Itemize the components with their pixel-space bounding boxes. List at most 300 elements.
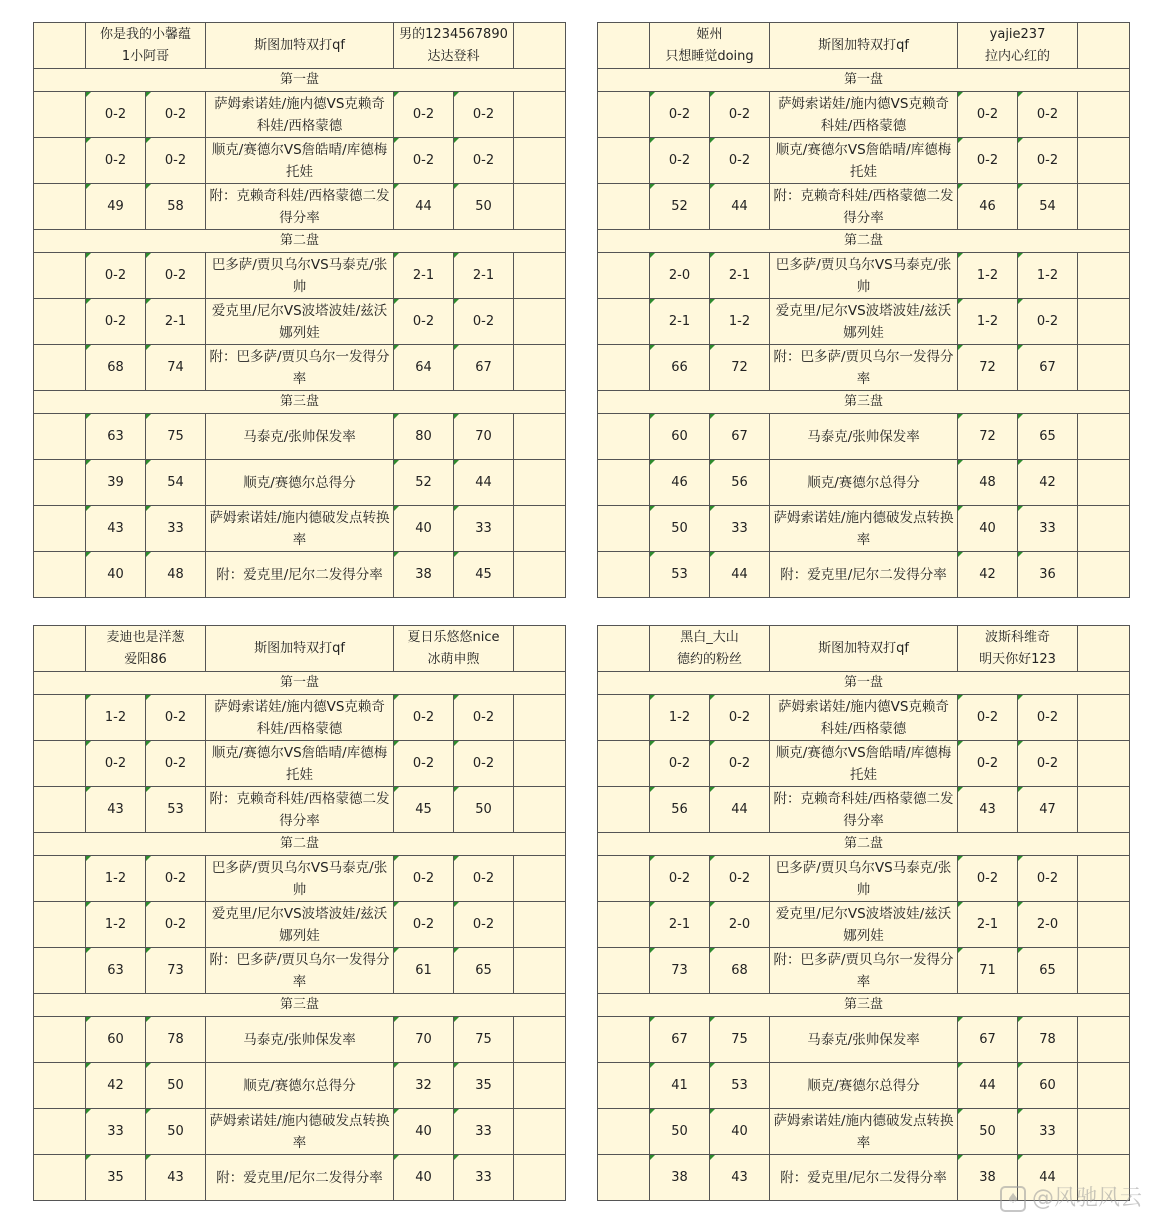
- prediction-left-1: 2-0: [650, 253, 710, 299]
- empty-cell: [34, 856, 86, 902]
- empty-cell: [34, 948, 86, 994]
- prediction-right-2: 1-2: [1018, 253, 1078, 299]
- prediction-right-1: 0-2: [394, 299, 454, 345]
- prediction-right-1: 1-2: [958, 299, 1018, 345]
- table-row: [34, 253, 566, 299]
- table-row: [598, 345, 1130, 391]
- set-header-row: [34, 672, 566, 695]
- prediction-right-2: 0-2: [1018, 92, 1078, 138]
- prediction-left-1: 41: [650, 1063, 710, 1109]
- empty-cell: [1078, 856, 1130, 902]
- table-row: [34, 741, 566, 787]
- prediction-left-1: 0-2: [86, 92, 146, 138]
- table-header-row: [34, 626, 566, 672]
- empty-cell: [598, 948, 650, 994]
- set-header-row: [34, 391, 566, 414]
- empty-cell: [34, 552, 86, 598]
- question-cell: 萨姆索诺娃/施内德VS克赖奇科娃/西格蒙德: [770, 695, 958, 741]
- question-cell: 附：巴多萨/贾贝乌尔一发得分率: [206, 345, 394, 391]
- prediction-left-1: 50: [650, 506, 710, 552]
- question-cell: 附：克赖奇科娃/西格蒙德二发得分率: [770, 787, 958, 833]
- prediction-right-1: 1-2: [958, 253, 1018, 299]
- prediction-left-2: 44: [710, 787, 770, 833]
- prediction-left-2: 0-2: [710, 92, 770, 138]
- prediction-right-1: 38: [958, 1155, 1018, 1201]
- prediction-left-2: 68: [710, 948, 770, 994]
- table-row: [34, 299, 566, 345]
- empty-cell: [1078, 902, 1130, 948]
- prediction-right-1: 0-2: [958, 741, 1018, 787]
- prediction-left-2: 54: [146, 460, 206, 506]
- prediction-right-2: 47: [1018, 787, 1078, 833]
- table-row: [598, 92, 1130, 138]
- question-cell: 顺克/赛德尔总得分: [206, 460, 394, 506]
- prediction-right-2: 33: [1018, 1109, 1078, 1155]
- prediction-left-2: 53: [146, 787, 206, 833]
- prediction-left-2: 33: [146, 506, 206, 552]
- empty-cell: [1078, 552, 1130, 598]
- prediction-left-2: 0-2: [146, 138, 206, 184]
- table-row: [598, 460, 1130, 506]
- empty-cell: [34, 138, 86, 184]
- prediction-left-2: 0-2: [146, 695, 206, 741]
- set-label: 第一盘: [598, 69, 1130, 92]
- prediction-left-2: 44: [710, 184, 770, 230]
- table-row: [598, 1109, 1130, 1155]
- prediction-right-1: 45: [394, 787, 454, 833]
- prediction-right-2: 0-2: [1018, 299, 1078, 345]
- prediction-left-1: 68: [86, 345, 146, 391]
- table-row: [34, 138, 566, 184]
- prediction-right-1: 52: [394, 460, 454, 506]
- table-row: [598, 138, 1130, 184]
- player-left-names: 姬州 只想睡觉doing: [650, 23, 770, 69]
- question-cell: 马泰克/张帅保发率: [770, 1017, 958, 1063]
- prediction-right-2: 2-1: [454, 253, 514, 299]
- prediction-left-1: 53: [650, 552, 710, 598]
- prediction-right-2: 78: [1018, 1017, 1078, 1063]
- question-cell: 萨姆索诺娃/施内德破发点转换率: [770, 1109, 958, 1155]
- question-cell: 巴多萨/贾贝乌尔VS马泰克/张帅: [770, 856, 958, 902]
- table-row: [598, 1017, 1130, 1063]
- prediction-left-1: 0-2: [86, 253, 146, 299]
- match-title: 斯图加特双打qf: [770, 626, 958, 672]
- set-header-row: [34, 833, 566, 856]
- prediction-right-2: 0-2: [454, 856, 514, 902]
- question-cell: 马泰克/张帅保发率: [770, 414, 958, 460]
- prediction-right-1: 42: [958, 552, 1018, 598]
- prediction-right-2: 35: [454, 1063, 514, 1109]
- prediction-left-2: 2-0: [710, 902, 770, 948]
- empty-cell: [514, 1017, 566, 1063]
- question-cell: 附：爱克里/尼尔二发得分率: [770, 1155, 958, 1201]
- empty-cell: [514, 695, 566, 741]
- prediction-right-1: 0-2: [394, 695, 454, 741]
- question-cell: 马泰克/张帅保发率: [206, 414, 394, 460]
- empty-cell: [514, 460, 566, 506]
- prediction-right-1: 40: [394, 1109, 454, 1155]
- prediction-right-1: 40: [394, 506, 454, 552]
- prediction-left-2: 0-2: [146, 92, 206, 138]
- prediction-left-1: 40: [86, 552, 146, 598]
- question-cell: 萨姆索诺娃/施内德VS克赖奇科娃/西格蒙德: [770, 92, 958, 138]
- prediction-left-1: 38: [650, 1155, 710, 1201]
- question-cell: 爱克里/尼尔VS波塔波娃/兹沃娜列娃: [206, 299, 394, 345]
- set-label: 第二盘: [34, 833, 566, 856]
- empty-cell: [514, 253, 566, 299]
- set-header-row: [598, 230, 1130, 253]
- prediction-right-1: 40: [958, 506, 1018, 552]
- set-header-row: [598, 391, 1130, 414]
- prediction-right-2: 0-2: [1018, 695, 1078, 741]
- empty-cell: [34, 184, 86, 230]
- empty-cell: [34, 460, 86, 506]
- empty-cell: [34, 414, 86, 460]
- prediction-right-2: 33: [454, 506, 514, 552]
- empty-cell: [598, 787, 650, 833]
- player-left-names: 麦迪也是洋葱 爱阳86: [86, 626, 206, 672]
- empty-cell: [598, 253, 650, 299]
- prediction-left-1: 43: [86, 787, 146, 833]
- prediction-left-1: 63: [86, 948, 146, 994]
- prediction-right-2: 67: [1018, 345, 1078, 391]
- table-row: [598, 948, 1130, 994]
- prediction-right-1: 38: [394, 552, 454, 598]
- prediction-left-2: 33: [710, 506, 770, 552]
- empty-cell: [514, 741, 566, 787]
- table-row: [34, 552, 566, 598]
- prediction-left-1: 67: [650, 1017, 710, 1063]
- table-header-row: [598, 23, 1130, 69]
- prediction-right-2: 0-2: [454, 299, 514, 345]
- question-cell: 附：克赖奇科娃/西格蒙德二发得分率: [206, 184, 394, 230]
- empty-cell: [34, 695, 86, 741]
- set-label: 第三盘: [34, 391, 566, 414]
- prediction-left-1: 0-2: [86, 741, 146, 787]
- set-label: 第一盘: [34, 69, 566, 92]
- question-cell: 爱克里/尼尔VS波塔波娃/兹沃娜列娃: [770, 299, 958, 345]
- prediction-left-1: 0-2: [86, 299, 146, 345]
- empty-cell: [34, 1109, 86, 1155]
- prediction-left-1: 0-2: [86, 138, 146, 184]
- prediction-left-1: 1-2: [86, 856, 146, 902]
- prediction-right-2: 0-2: [454, 902, 514, 948]
- prediction-right-1: 2-1: [394, 253, 454, 299]
- prediction-left-2: 58: [146, 184, 206, 230]
- empty-cell: [598, 695, 650, 741]
- table-row: [598, 902, 1130, 948]
- question-cell: 附：巴多萨/贾贝乌尔一发得分率: [770, 345, 958, 391]
- empty-cell: [1078, 1063, 1130, 1109]
- match-title: 斯图加特双打qf: [206, 626, 394, 672]
- empty-cell: [34, 787, 86, 833]
- question-cell: 萨姆索诺娃/施内德VS克赖奇科娃/西格蒙德: [206, 92, 394, 138]
- prediction-right-2: 44: [1018, 1155, 1078, 1201]
- prediction-right-1: 67: [958, 1017, 1018, 1063]
- prediction-left-2: 50: [146, 1109, 206, 1155]
- set-label: 第三盘: [598, 391, 1130, 414]
- empty-cell: [34, 345, 86, 391]
- empty-cell: [514, 506, 566, 552]
- question-cell: 爱克里/尼尔VS波塔波娃/兹沃娜列娃: [770, 902, 958, 948]
- watermark-text: @风驰风云: [1031, 1186, 1142, 1211]
- question-cell: 萨姆索诺娃/施内德VS克赖奇科娃/西格蒙德: [206, 695, 394, 741]
- prediction-left-1: 1-2: [650, 695, 710, 741]
- empty-cell: [34, 23, 86, 69]
- prediction-left-2: 43: [146, 1155, 206, 1201]
- prediction-right-2: 45: [454, 552, 514, 598]
- prediction-right-2: 33: [454, 1109, 514, 1155]
- empty-cell: [34, 1017, 86, 1063]
- empty-cell: [514, 345, 566, 391]
- empty-cell: [598, 184, 650, 230]
- empty-cell: [598, 345, 650, 391]
- prediction-table: [33, 625, 566, 1201]
- question-cell: 萨姆索诺娃/施内德破发点转换率: [770, 506, 958, 552]
- question-cell: 巴多萨/贾贝乌尔VS马泰克/张帅: [206, 253, 394, 299]
- empty-cell: [1078, 299, 1130, 345]
- empty-cell: [598, 902, 650, 948]
- set-header-row: [598, 994, 1130, 1017]
- watermark: [1000, 1181, 1142, 1212]
- prediction-left-1: 49: [86, 184, 146, 230]
- empty-cell: [598, 856, 650, 902]
- prediction-table: [33, 22, 566, 598]
- prediction-left-2: 75: [146, 414, 206, 460]
- question-cell: 萨姆索诺娃/施内德破发点转换率: [206, 1109, 394, 1155]
- empty-cell: [598, 23, 650, 69]
- empty-cell: [1078, 92, 1130, 138]
- match-title: 斯图加特双打qf: [770, 23, 958, 69]
- question-cell: 顺克/赛德尔总得分: [770, 460, 958, 506]
- empty-cell: [1078, 506, 1130, 552]
- question-cell: 附：克赖奇科娃/西格蒙德二发得分率: [206, 787, 394, 833]
- table-row: [598, 253, 1130, 299]
- table-header-row: [34, 23, 566, 69]
- empty-cell: [598, 414, 650, 460]
- set-header-row: [34, 994, 566, 1017]
- prediction-right-1: 0-2: [394, 856, 454, 902]
- empty-cell: [598, 299, 650, 345]
- empty-cell: [34, 92, 86, 138]
- question-cell: 附：爱克里/尼尔二发得分率: [206, 1155, 394, 1201]
- prediction-right-2: 70: [454, 414, 514, 460]
- prediction-right-2: 0-2: [454, 92, 514, 138]
- empty-cell: [598, 1017, 650, 1063]
- player-right-names: yajie237 拉内心红的: [958, 23, 1078, 69]
- empty-cell: [1078, 253, 1130, 299]
- prediction-left-2: 56: [710, 460, 770, 506]
- table-row: [34, 1109, 566, 1155]
- question-cell: 顺克/赛德尔VS詹皓晴/库德梅托娃: [206, 741, 394, 787]
- prediction-right-1: 0-2: [394, 92, 454, 138]
- table-row: [34, 184, 566, 230]
- prediction-right-2: 0-2: [454, 741, 514, 787]
- empty-cell: [1078, 460, 1130, 506]
- table-row: [598, 184, 1130, 230]
- prediction-right-2: 0-2: [454, 695, 514, 741]
- empty-cell: [1078, 414, 1130, 460]
- prediction-right-2: 33: [1018, 506, 1078, 552]
- empty-cell: [598, 92, 650, 138]
- watermark-logo-icon: ♠: [1000, 1186, 1026, 1212]
- question-cell: 附：巴多萨/贾贝乌尔一发得分率: [206, 948, 394, 994]
- empty-cell: [34, 1155, 86, 1201]
- empty-cell: [514, 856, 566, 902]
- prediction-right-2: 60: [1018, 1063, 1078, 1109]
- table-row: [34, 787, 566, 833]
- question-cell: 顺克/赛德尔总得分: [206, 1063, 394, 1109]
- prediction-right-2: 65: [1018, 948, 1078, 994]
- prediction-table: [597, 625, 1130, 1201]
- table-row: [598, 856, 1130, 902]
- empty-cell: [598, 1109, 650, 1155]
- set-label: 第二盘: [598, 230, 1130, 253]
- prediction-left-1: 73: [650, 948, 710, 994]
- prediction-table: [597, 22, 1130, 598]
- table-row: [34, 856, 566, 902]
- empty-cell: [514, 948, 566, 994]
- table-row: [598, 1063, 1130, 1109]
- prediction-right-1: 0-2: [958, 92, 1018, 138]
- question-cell: 顺克/赛德尔VS詹皓晴/库德梅托娃: [206, 138, 394, 184]
- empty-cell: [34, 626, 86, 672]
- empty-cell: [34, 741, 86, 787]
- table-row: [34, 1155, 566, 1201]
- empty-cell: [598, 552, 650, 598]
- prediction-right-2: 0-2: [1018, 741, 1078, 787]
- empty-cell: [598, 506, 650, 552]
- prediction-left-1: 60: [86, 1017, 146, 1063]
- empty-cell: [598, 1063, 650, 1109]
- prediction-left-1: 63: [86, 414, 146, 460]
- set-header-row: [34, 69, 566, 92]
- question-cell: 巴多萨/贾贝乌尔VS马泰克/张帅: [770, 253, 958, 299]
- prediction-right-2: 36: [1018, 552, 1078, 598]
- prediction-right-2: 0-2: [454, 138, 514, 184]
- empty-cell: [1078, 184, 1130, 230]
- prediction-right-1: 48: [958, 460, 1018, 506]
- table-row: [34, 695, 566, 741]
- question-cell: 顺克/赛德尔VS詹皓晴/库德梅托娃: [770, 741, 958, 787]
- set-header-row: [598, 69, 1130, 92]
- prediction-right-2: 44: [454, 460, 514, 506]
- prediction-left-1: 50: [650, 1109, 710, 1155]
- set-label: 第一盘: [598, 672, 1130, 695]
- set-label: 第二盘: [34, 230, 566, 253]
- prediction-left-2: 0-2: [710, 856, 770, 902]
- prediction-right-1: 46: [958, 184, 1018, 230]
- prediction-left-2: 40: [710, 1109, 770, 1155]
- set-label: 第三盘: [34, 994, 566, 1017]
- empty-cell: [1078, 23, 1130, 69]
- table-row: [598, 299, 1130, 345]
- empty-cell: [598, 741, 650, 787]
- prediction-right-1: 44: [394, 184, 454, 230]
- prediction-left-2: 0-2: [146, 902, 206, 948]
- prediction-left-2: 44: [710, 552, 770, 598]
- empty-cell: [598, 626, 650, 672]
- prediction-left-2: 48: [146, 552, 206, 598]
- empty-cell: [514, 299, 566, 345]
- prediction-left-2: 0-2: [146, 253, 206, 299]
- player-right-names: 男的1234567890 达达登科: [394, 23, 514, 69]
- table-row: [598, 695, 1130, 741]
- prediction-right-1: 0-2: [958, 138, 1018, 184]
- prediction-left-1: 0-2: [650, 138, 710, 184]
- table-row: [34, 902, 566, 948]
- empty-cell: [34, 902, 86, 948]
- empty-cell: [1078, 741, 1130, 787]
- prediction-right-2: 33: [454, 1155, 514, 1201]
- prediction-left-1: 2-1: [650, 299, 710, 345]
- table-row: [598, 414, 1130, 460]
- player-left-names: 你是我的小馨蕴 1小阿哥: [86, 23, 206, 69]
- prediction-right-1: 0-2: [394, 741, 454, 787]
- table-row: [34, 1017, 566, 1063]
- prediction-left-1: 60: [650, 414, 710, 460]
- table-row: [34, 92, 566, 138]
- player-right-names: 波斯科维奇 明天你好123: [958, 626, 1078, 672]
- question-cell: 巴多萨/贾贝乌尔VS马泰克/张帅: [206, 856, 394, 902]
- prediction-left-2: 75: [710, 1017, 770, 1063]
- prediction-right-2: 42: [1018, 460, 1078, 506]
- prediction-right-2: 50: [454, 184, 514, 230]
- empty-cell: [514, 184, 566, 230]
- empty-cell: [1078, 948, 1130, 994]
- empty-cell: [514, 902, 566, 948]
- prediction-right-1: 0-2: [958, 856, 1018, 902]
- question-cell: 爱克里/尼尔VS波塔波娃/兹沃娜列娃: [206, 902, 394, 948]
- prediction-right-1: 72: [958, 414, 1018, 460]
- prediction-left-1: 39: [86, 460, 146, 506]
- prediction-left-2: 78: [146, 1017, 206, 1063]
- question-cell: 附：克赖奇科娃/西格蒙德二发得分率: [770, 184, 958, 230]
- prediction-left-2: 43: [710, 1155, 770, 1201]
- empty-cell: [34, 253, 86, 299]
- prediction-right-2: 2-0: [1018, 902, 1078, 948]
- prediction-left-1: 43: [86, 506, 146, 552]
- set-header-row: [598, 672, 1130, 695]
- empty-cell: [34, 1063, 86, 1109]
- prediction-left-2: 72: [710, 345, 770, 391]
- empty-cell: [514, 1109, 566, 1155]
- prediction-left-1: 0-2: [650, 92, 710, 138]
- prediction-right-1: 0-2: [958, 695, 1018, 741]
- empty-cell: [1078, 695, 1130, 741]
- prediction-right-2: 54: [1018, 184, 1078, 230]
- empty-cell: [598, 138, 650, 184]
- prediction-right-2: 65: [1018, 414, 1078, 460]
- empty-cell: [514, 626, 566, 672]
- prediction-left-2: 2-1: [146, 299, 206, 345]
- empty-cell: [1078, 1109, 1130, 1155]
- table-row: [34, 506, 566, 552]
- prediction-right-1: 70: [394, 1017, 454, 1063]
- table-row: [34, 414, 566, 460]
- prediction-right-2: 50: [454, 787, 514, 833]
- question-cell: 马泰克/张帅保发率: [206, 1017, 394, 1063]
- prediction-left-2: 0-2: [710, 695, 770, 741]
- prediction-left-1: 66: [650, 345, 710, 391]
- empty-cell: [34, 506, 86, 552]
- prediction-left-2: 74: [146, 345, 206, 391]
- question-cell: 附：巴多萨/贾贝乌尔一发得分率: [770, 948, 958, 994]
- prediction-right-2: 0-2: [1018, 856, 1078, 902]
- prediction-left-2: 0-2: [710, 138, 770, 184]
- prediction-left-2: 1-2: [710, 299, 770, 345]
- empty-cell: [598, 460, 650, 506]
